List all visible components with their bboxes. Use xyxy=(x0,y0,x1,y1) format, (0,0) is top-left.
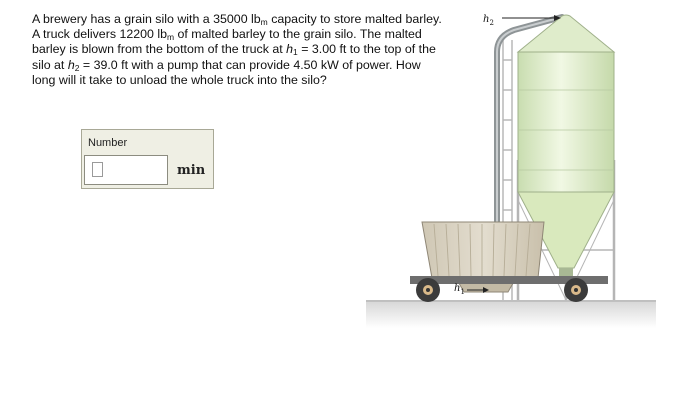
h1-label: $h_1$ xyxy=(454,283,465,296)
answer-input[interactable] xyxy=(84,155,168,185)
h2-label: $h_2$ xyxy=(483,14,494,27)
unit-subscript-m: m xyxy=(260,17,268,27)
silo-truck-figure xyxy=(366,0,666,340)
truck-front-wheel xyxy=(416,278,440,302)
unit-subscript-m: m xyxy=(167,32,175,43)
h1-variable: h xyxy=(286,42,294,57)
problem-text-1: A brewery has a grain silo with a 35000 lb xyxy=(32,12,261,26)
problem-text-4: = 3.00 ft to the top of the silo at xyxy=(32,42,436,72)
problem-text-3: of malted barley to the grain silo. The malted barley is blown from the bottom of the truck at xyxy=(32,27,422,57)
ground-shadow xyxy=(366,300,656,328)
answer-unit: min xyxy=(177,163,206,178)
h2-variable: h xyxy=(67,57,75,72)
problem-text-2: capacity to store malted barley. A truck delivers 12200 lb xyxy=(32,12,442,42)
input-cursor-box xyxy=(92,162,103,177)
h2-subscript: 2 xyxy=(74,62,80,73)
truck-rear-wheel xyxy=(564,278,588,302)
h1-subscript: 1 xyxy=(293,47,298,58)
answer-box xyxy=(81,129,214,189)
silo-body xyxy=(518,52,614,192)
silo-roof xyxy=(518,15,614,52)
problem-text-5: = 39.0 ft with a pump that can provide 4.50 kW of power. How long will it take to unload the whole truck into the silo? xyxy=(32,57,421,87)
answer-label: Number xyxy=(88,137,128,149)
